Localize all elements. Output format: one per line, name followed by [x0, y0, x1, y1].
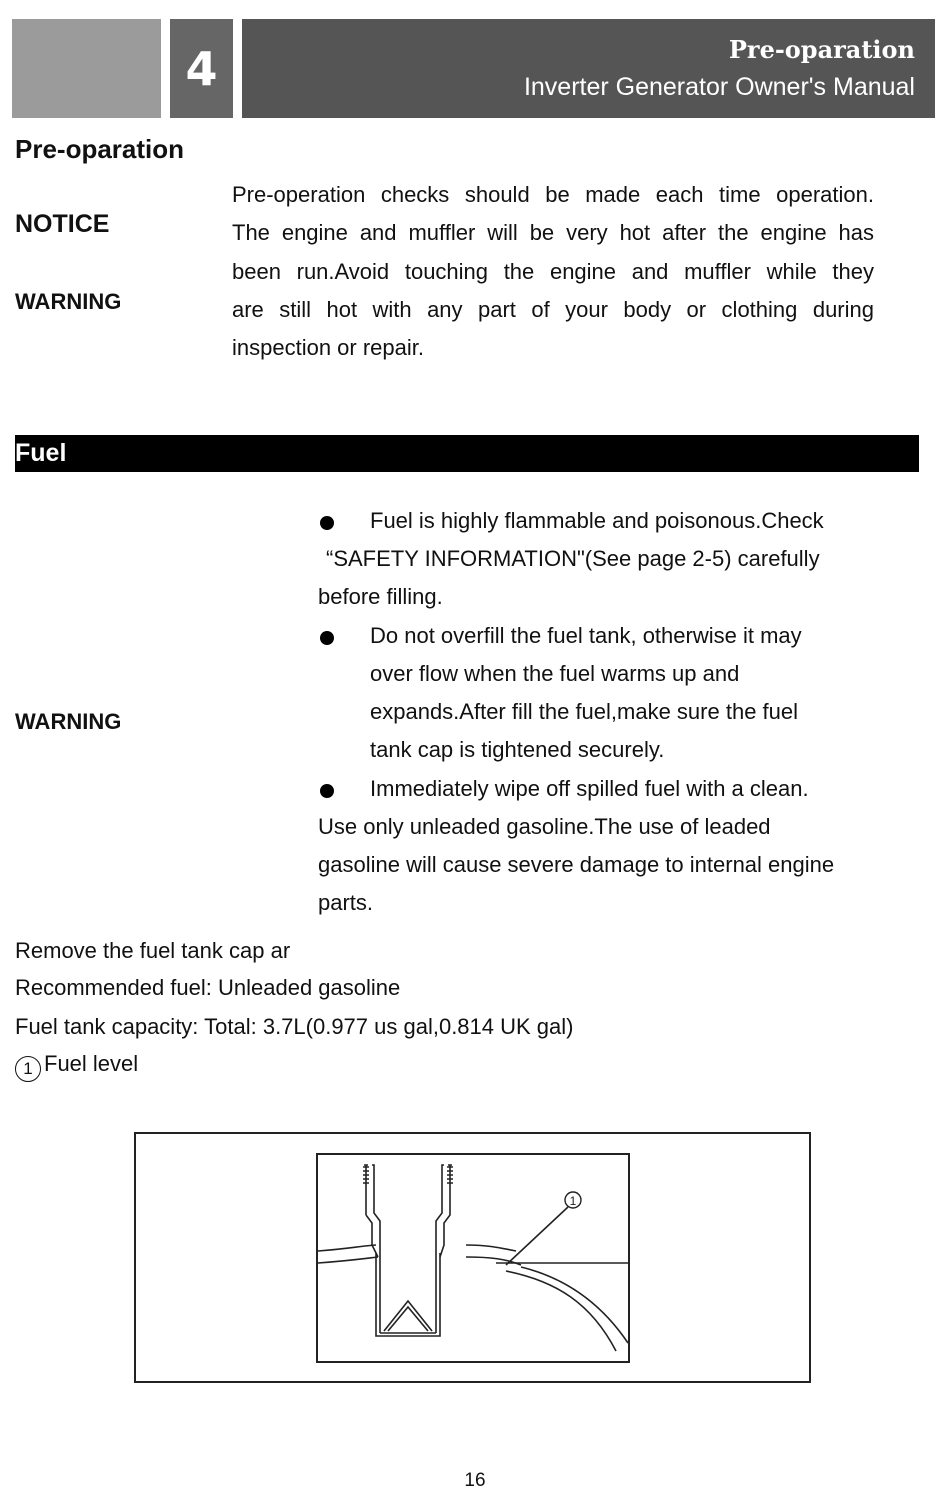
- chapter-number: 4: [185, 41, 218, 96]
- bullet-dot: [320, 784, 334, 798]
- header-bar: [242, 19, 935, 118]
- page-number: 16: [464, 1470, 486, 1491]
- notice-label: NOTICE: [15, 210, 110, 238]
- bullet-line: expands.After fill the fuel,make sure the fuel: [370, 699, 799, 724]
- diagram-callout-number: 1: [569, 1194, 577, 1208]
- fuel-level-callout: [15, 1051, 138, 1082]
- callout-number-badge: 1: [15, 1056, 41, 1082]
- paragraph-line: The engine and muffler will be very hot after the engine has: [232, 220, 874, 246]
- header-title: Pre-oparation: [728, 35, 915, 64]
- bullet-line: Do not overfill the fuel tank, otherwise it may: [370, 623, 802, 648]
- bullet-line: Immediately wipe off spilled fuel with a clean.: [370, 776, 809, 801]
- fuel-filler-diagram: [316, 1153, 630, 1363]
- fuel-tank-capacity: Fuel tank capacity: Total: 3.7L(0.977 us gal,0.814 UK gal): [15, 1014, 574, 1039]
- paragraph-line: are still hot with any part of your body or clothing during: [232, 296, 874, 322]
- bullet-line: “SAFETY INFORMATION"(See page 2-5) carefully: [326, 546, 820, 571]
- fuel-level-label: Fuel level: [44, 1051, 139, 1076]
- paragraph-line: Pre-operation checks should be made each time operation.: [232, 182, 874, 207]
- bullet-line: tank cap is tightened securely.: [370, 737, 665, 762]
- fuel-warning-label: WARNING: [15, 709, 122, 734]
- chapter-number-badge: [170, 19, 233, 118]
- header-gray-block: [12, 19, 161, 118]
- bullet-dot: [320, 516, 334, 530]
- warning-label: WARNING: [15, 289, 122, 314]
- paragraph-line: inspection or repair.: [232, 335, 424, 361]
- bullet-line: parts.: [318, 890, 374, 915]
- preoperation-paragraph: [232, 176, 874, 367]
- bullet-line: Fuel is highly flammable and poisonous.Check: [370, 508, 824, 533]
- fuel-section-bar: [15, 435, 919, 472]
- paragraph-line: been run.Avoid touching the engine and muffler while they: [232, 258, 874, 284]
- recommended-fuel: Recommended fuel: Unleaded gasoline: [15, 975, 401, 1000]
- header-subtitle: Inverter Generator Owner's Manual: [523, 73, 915, 101]
- bullet-line: Use only unleaded gasoline.The use of leaded: [318, 814, 771, 839]
- bullet-line: gasoline will cause severe damage to internal engine: [318, 852, 835, 877]
- bullet-line: before filling.: [318, 584, 443, 609]
- fuel-section-title: Fuel: [15, 439, 67, 467]
- bullet-line: over flow when the fuel warms up and: [370, 661, 740, 686]
- remove-cap-line: Remove the fuel tank cap ar: [15, 938, 291, 963]
- bullet-dot: [320, 631, 334, 645]
- section-title: Pre-oparation: [15, 134, 185, 164]
